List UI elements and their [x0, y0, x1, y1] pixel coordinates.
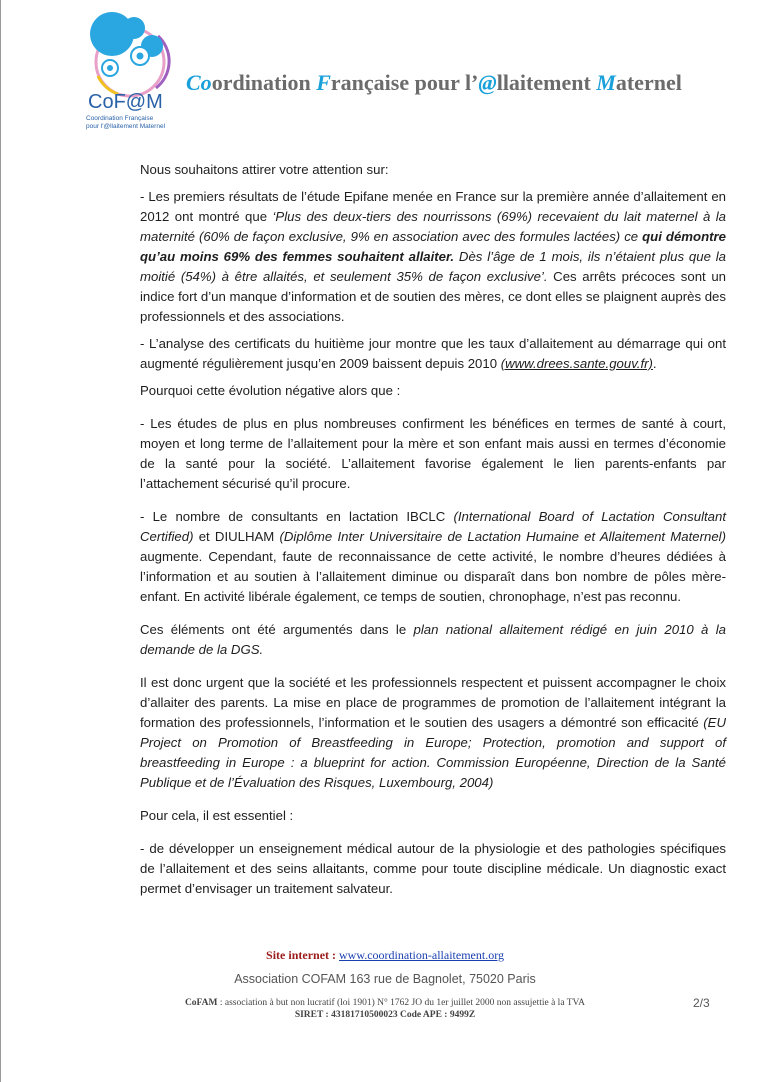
brand-text-2: rançaise pour l’ — [330, 70, 479, 95]
logo-circles-icon — [78, 6, 178, 116]
website-label: Site internet : — [266, 948, 340, 962]
certificates-text: - L’analyse des certificats du huitième jour montre que les taux d’allaitement au démarrage qui ont augmenté régulièrement jusqu’en 2009 baissent depuis 2010 — [140, 336, 726, 371]
epifane-paragraph — [140, 187, 726, 327]
letter-body — [140, 160, 726, 899]
brand-initial-f: F — [316, 70, 331, 95]
brand-text-3: llaitement — [496, 70, 597, 95]
consultants-text-3: augmente. Cependant, faute de reconnaissance de cette activité, le nombre d’heures dédiées à l’information et au soutien à l’allaitement diminue ou disparaît dans bon nombre de pôles mère-enfant. En activité libérale également, ce temps de soutien, chronophage, n’est pas reconnu. — [140, 549, 726, 604]
brand-initial-m: M — [596, 70, 616, 95]
intro-paragraph: Nous souhaitons attirer votre attention sur: — [140, 162, 389, 177]
plan-reference: plan national allaitement rédigé en juin 2010 à la demande de la DGS. — [140, 622, 726, 657]
epifane-quote-2: Dès l’âge de 1 mois, ils n’étaient plus que la moitié (54%) à être allaités, et seulement 35% de façon exclusive’. — [140, 249, 727, 284]
consultants-text-1: - Le nombre de consultants en lactation IBCLC — [140, 509, 454, 524]
footer-address: Association COFAM 163 rue de Bagnolet, 75020 Paris — [234, 972, 536, 986]
drees-link[interactable]: (www.drees.sante.gouv.fr) — [500, 356, 653, 371]
epifane-emphasis: qui démontre qu’au moins 69% des femmes souhaitent allaiter. — [140, 229, 726, 264]
logo-text: CoF@M — [88, 91, 163, 113]
diulham-expansion: (Diplôme Inter Universitaire de Lactation Humaine et Allaitement Maternel) — [279, 529, 726, 544]
epifane-conclusion: Ces arrêts précoces sont un indice fort d’un manque d’information et de soutien des mères, ce dont elles se plaignent auprès des professionnels et des associations. — [140, 269, 726, 324]
brand-text-1: ordination — [211, 70, 317, 95]
website-link[interactable]: www.coordination-allaitement.org — [339, 948, 504, 962]
legal-line-2: SIRET : 43181710500023 Code APE : 9499Z — [294, 1010, 476, 1020]
brand-initial-c: Co — [186, 70, 212, 95]
ibclc-expansion: (International Board of Lactation Consultant Certified) — [140, 509, 726, 544]
urgency-paragraph — [140, 673, 726, 793]
footer-legal — [0, 997, 770, 1021]
consultants-text-2: et DIULHAM — [193, 529, 280, 544]
urgency-text: Il est donc urgent que la société et les professionnels respectent et puissent accompagner le choix d’allaiter des parents. La mise en place de programmes de promotion de l’allaitement intégrant la formation des professionnels, l’information et le soutien des usagers a démontré son efficacité — [140, 675, 726, 730]
brand-at-sign: @ — [478, 70, 497, 95]
epifane-text: - Les premiers résultats de l’étude Epifane menée en France sur la première année d’allaitement en 2012 ont montré que — [140, 189, 726, 224]
legal-org-name: CoFAM — [184, 998, 218, 1008]
organization-title — [186, 70, 746, 96]
logo-caption — [86, 115, 196, 131]
essential-heading: Pour cela, il est essentiel : — [140, 808, 294, 823]
legal-text-1: : association à but non lucratif (loi 1901) N° 1762 JO du 1er juillet 2000 non assujettie à la TVA — [217, 998, 586, 1008]
eu-project-reference: (EU Project on Promotion of Breastfeeding in Europe; Protection, promotion and support of breastfeeding in Europe : a blueprint for action. Commission Européenne, Direction de la Santé Publique et de l’Évaluation des Risques, Luxembourg, 2004) — [140, 715, 726, 790]
consultants-paragraph — [140, 507, 726, 607]
plan-text: Ces éléments ont été argumentés dans le — [140, 622, 414, 637]
benefits-paragraph: - Les études de plus en plus nombreuses confirment les bénéfices en termes de santé à court, moyen et long terme de l’allaitement pour la mère et son enfant mais aussi en termes d’économie de la santé pour la société. L’allaitement favorise également le lien parents-enfants par l’attachement sécurisé qu’il procure. — [140, 416, 726, 491]
plan-paragraph — [140, 620, 726, 660]
certificates-end: . — [652, 356, 657, 371]
page-number: 2/3 — [693, 996, 710, 1010]
teaching-paragraph: - de développer un enseignement médical autour de la physiologie et des pathologies spécifiques de l’allaitement et des seins allaitants, comme pour toute discipline médicale. Un diagnostic exact permet d’envisager un traitement salvateur. — [140, 841, 726, 896]
question-paragraph: Pourquoi cette évolution négative alors que : — [140, 383, 401, 398]
legal-line-1 — [0, 997, 770, 1009]
footer-website — [0, 948, 770, 963]
logo-caption-line2: pour l'@llaitement Maternel — [86, 123, 166, 130]
epifane-quote-1: ‘Plus des deux-tiers des nourrissons (69%) recevaient du lait maternel à la maternité (60% de façon exclusive, 9% en association avec des formules lactées) ce — [140, 209, 727, 244]
brand-text-4: aternel — [615, 70, 682, 95]
certificates-paragraph — [140, 334, 726, 374]
logo-caption-line1: Coordination Française — [86, 115, 154, 122]
